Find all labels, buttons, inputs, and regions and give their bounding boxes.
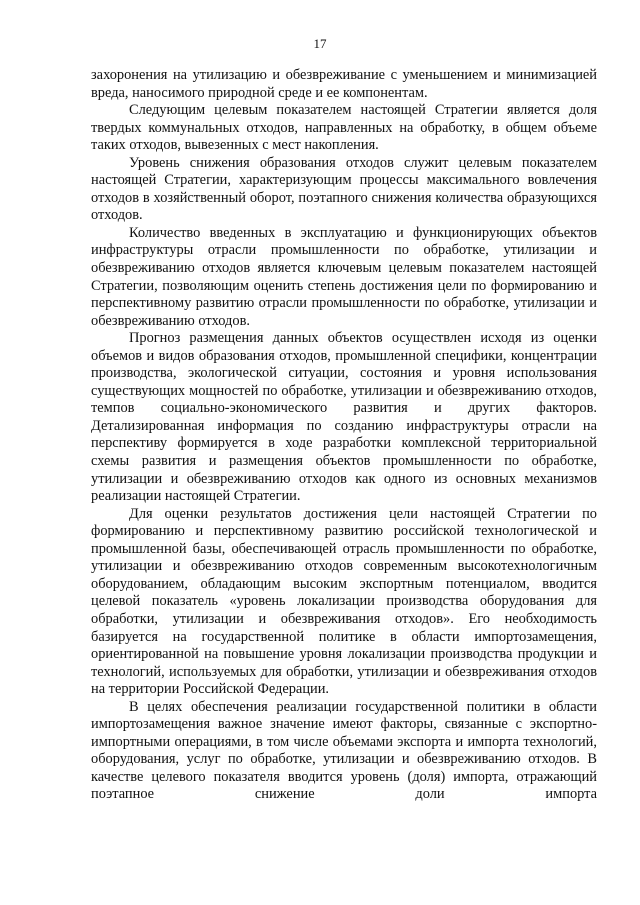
paragraph-localization-indicator: Для оценки результатов достижения цели настоящей Стратегии по формированию и перспективному развитию российской технологической и промышленной базы, обеспечивающей отрасль промышленности по обработке, утилизации и обезвреживанию отходов современным высокотехнологичным оборудованием, обладающим высоким экспортным потенциалом, вводится целевой показатель «уровень локализации производства оборудования для обработки, утилизации и обезвреживания отходов». Его необходимость базируется на государственной политике в области импортозамещения, ориентированной на повышение уровня локализации производства продукции и технологий, используемых для обработки, утилизации и обезвреживания отходов на территории Российской Федерации. [91,505,597,698]
paragraph-tko-share-indicator: Следующим целевым показателем настоящей Стратегии является доля твердых коммунальных отходов, направленных на обработку, в общем объеме таких отходов, вывезенных с мест накопления. [91,102,597,154]
body-text [91,67,597,804]
paragraph-continuation: захоронения на утилизацию и обезвреживание с уменьшением и минимизацией вреда, наносимого природной среде и ее компонентам. [91,67,597,101]
paragraph-infrastructure-indicator: Количество введенных в эксплуатацию и функционирующих объектов инфраструктуры отрасли промышленности по обработке, утилизации и обезвреживанию отходов является ключевым целевым показателем настоящей Стратегии, позволяющим оценить степень достижения цели по формированию и перспективному развитию отрасли промышленности по обработке, утилизации и обезвреживанию отходов. [91,224,597,329]
paragraph-import-share-indicator: В целях обеспечения реализации государственной политики в области импортозамещения важное значение имеют факторы, связанные с экспортно-импортными операциями, в том числе объемами экспорта и импорта технологий, оборудования, услуг по обработке, утилизации и обезвреживанию отходов. В качестве целевого показателя вводится уровень (доля) импорта, отражающий поэтапное снижение доли импорта [91,698,597,803]
paragraph-placement-forecast: Прогноз размещения данных объектов осуществлен исходя из оценки объемов и видов образования отходов, промышленной специфики, концентрации производства, экологической ситуации, состояния и уровня использования существующих мощностей по обработке, утилизации и обезвреживанию отходов, темпов социально-экономического развития и других факторов. Детализированная информация по созданию инфраструктуры отрасли на перспективу формируется в ходе разработки комплексной территориальной схемы развития и размещения объектов промышленности по обработке, утилизации и обезвреживанию отходов как одного из основных механизмов реализации настоящей Стратегии. [91,330,597,505]
paragraph-waste-reduction-indicator: Уровень снижения образования отходов служит целевым показателем настоящей Стратегии, характеризующим процессы максимального вовлечения отходов в хозяйственный оборот, поэтапного снижения количества образующихся отходов. [91,154,597,224]
page-number: 17 [313,36,327,51]
